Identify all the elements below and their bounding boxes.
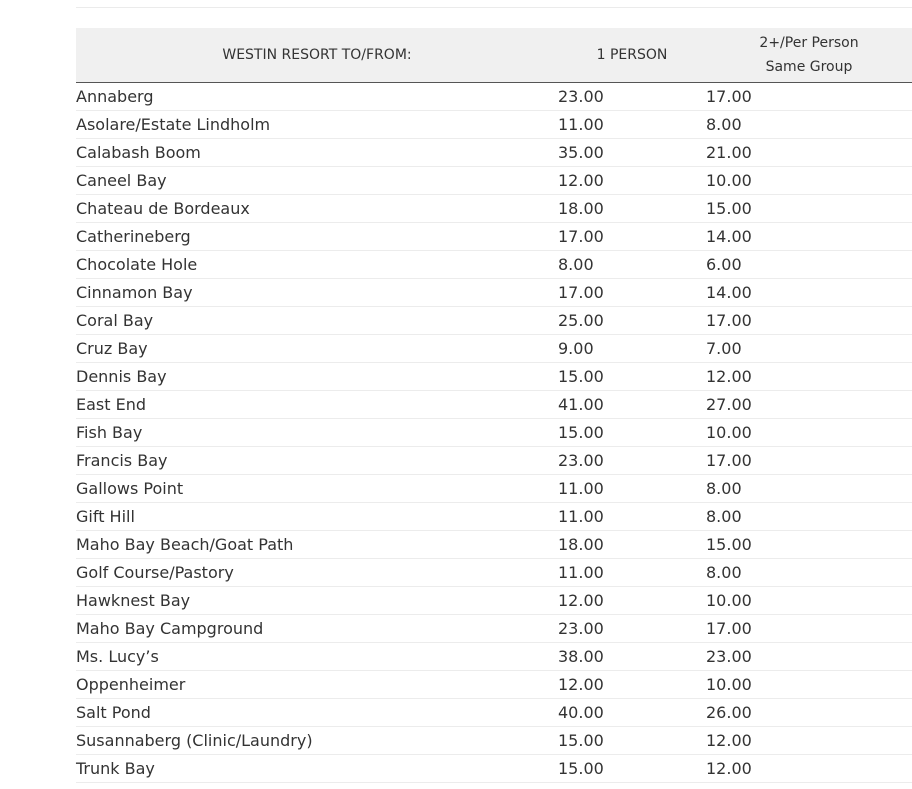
header-destination: WESTIN RESORT TO/FROM: [76, 28, 558, 83]
group-fare-cell: 12.00 [706, 755, 912, 783]
table-row [76, 83, 912, 111]
table-row [76, 223, 912, 251]
one-person-fare-cell: 11.00 [558, 111, 706, 139]
table-row [76, 195, 912, 223]
table-row [76, 419, 912, 447]
group-fare-cell: 7.00 [706, 335, 912, 363]
table-row [76, 363, 912, 391]
destination-cell: East End [76, 391, 558, 419]
table-row [76, 503, 912, 531]
destination-cell: Trunk Bay [76, 755, 558, 783]
group-fare-cell: 26.00 [706, 699, 912, 727]
one-person-fare-cell: 15.00 [558, 755, 706, 783]
destination-cell: Coral Bay [76, 307, 558, 335]
one-person-fare-cell: 23.00 [558, 447, 706, 475]
one-person-fare-cell: 11.00 [558, 503, 706, 531]
fare-table [76, 28, 912, 783]
one-person-fare-cell: 40.00 [558, 699, 706, 727]
fare-table-body [76, 83, 912, 783]
one-person-fare-cell: 23.00 [558, 615, 706, 643]
top-divider [76, 7, 912, 8]
table-row [76, 307, 912, 335]
table-row [76, 727, 912, 755]
table-row [76, 699, 912, 727]
table-row [76, 447, 912, 475]
destination-cell: Chateau de Bordeaux [76, 195, 558, 223]
group-fare-cell: 8.00 [706, 111, 912, 139]
header-group-line2: Same Group [765, 59, 853, 75]
group-fare-cell: 17.00 [706, 447, 912, 475]
destination-cell: Golf Course/Pastory [76, 559, 558, 587]
group-fare-cell: 10.00 [706, 671, 912, 699]
one-person-fare-cell: 17.00 [558, 223, 706, 251]
table-row [76, 559, 912, 587]
destination-cell: Fish Bay [76, 419, 558, 447]
destination-cell: Oppenheimer [76, 671, 558, 699]
one-person-fare-cell: 15.00 [558, 419, 706, 447]
table-row [76, 335, 912, 363]
group-fare-cell: 8.00 [706, 559, 912, 587]
one-person-fare-cell: 35.00 [558, 139, 706, 167]
group-fare-cell: 8.00 [706, 475, 912, 503]
group-fare-cell: 12.00 [706, 727, 912, 755]
one-person-fare-cell: 15.00 [558, 727, 706, 755]
one-person-fare-cell: 12.00 [558, 167, 706, 195]
one-person-fare-cell: 12.00 [558, 587, 706, 615]
destination-cell: Susannaberg (Clinic/Laundry) [76, 727, 558, 755]
table-row [76, 755, 912, 783]
destination-cell: Asolare/Estate Lindholm [76, 111, 558, 139]
group-fare-cell: 17.00 [706, 307, 912, 335]
table-row [76, 615, 912, 643]
destination-cell: Cinnamon Bay [76, 279, 558, 307]
destination-cell: Catherineberg [76, 223, 558, 251]
destination-cell: Ms. Lucy’s [76, 643, 558, 671]
destination-cell: Francis Bay [76, 447, 558, 475]
group-fare-cell: 8.00 [706, 503, 912, 531]
table-row [76, 475, 912, 503]
destination-cell: Gift Hill [76, 503, 558, 531]
one-person-fare-cell: 23.00 [558, 83, 706, 111]
group-fare-cell: 21.00 [706, 139, 912, 167]
table-row [76, 167, 912, 195]
destination-cell: Salt Pond [76, 699, 558, 727]
one-person-fare-cell: 11.00 [558, 475, 706, 503]
table-row [76, 671, 912, 699]
group-fare-cell: 10.00 [706, 587, 912, 615]
destination-cell: Maho Bay Campground [76, 615, 558, 643]
destination-cell: Annaberg [76, 83, 558, 111]
one-person-fare-cell: 11.00 [558, 559, 706, 587]
table-row [76, 643, 912, 671]
one-person-fare-cell: 8.00 [558, 251, 706, 279]
table-row [76, 139, 912, 167]
group-fare-cell: 12.00 [706, 363, 912, 391]
one-person-fare-cell: 17.00 [558, 279, 706, 307]
destination-cell: Maho Bay Beach/Goat Path [76, 531, 558, 559]
table-row [76, 251, 912, 279]
group-fare-cell: 14.00 [706, 279, 912, 307]
one-person-fare-cell: 38.00 [558, 643, 706, 671]
group-fare-cell: 15.00 [706, 195, 912, 223]
group-fare-cell: 23.00 [706, 643, 912, 671]
table-row [76, 531, 912, 559]
one-person-fare-cell: 12.00 [558, 671, 706, 699]
header-group-line1: 2+/Per Person [759, 35, 859, 51]
header-row [76, 28, 912, 83]
header-group-rate [706, 28, 912, 83]
header-one-person: 1 PERSON [558, 28, 706, 83]
group-fare-cell: 17.00 [706, 83, 912, 111]
one-person-fare-cell: 15.00 [558, 363, 706, 391]
table-row [76, 391, 912, 419]
group-fare-cell: 14.00 [706, 223, 912, 251]
group-fare-cell: 27.00 [706, 391, 912, 419]
destination-cell: Hawknest Bay [76, 587, 558, 615]
destination-cell: Cruz Bay [76, 335, 558, 363]
destination-cell: Chocolate Hole [76, 251, 558, 279]
group-fare-cell: 6.00 [706, 251, 912, 279]
group-fare-cell: 17.00 [706, 615, 912, 643]
table-row [76, 111, 912, 139]
destination-cell: Caneel Bay [76, 167, 558, 195]
group-fare-cell: 10.00 [706, 167, 912, 195]
table-row [76, 587, 912, 615]
one-person-fare-cell: 9.00 [558, 335, 706, 363]
table-row [76, 279, 912, 307]
one-person-fare-cell: 41.00 [558, 391, 706, 419]
group-fare-cell: 10.00 [706, 419, 912, 447]
one-person-fare-cell: 25.00 [558, 307, 706, 335]
group-fare-cell: 15.00 [706, 531, 912, 559]
one-person-fare-cell: 18.00 [558, 531, 706, 559]
destination-cell: Dennis Bay [76, 363, 558, 391]
destination-cell: Calabash Boom [76, 139, 558, 167]
destination-cell: Gallows Point [76, 475, 558, 503]
fare-table-header [76, 28, 912, 83]
one-person-fare-cell: 18.00 [558, 195, 706, 223]
